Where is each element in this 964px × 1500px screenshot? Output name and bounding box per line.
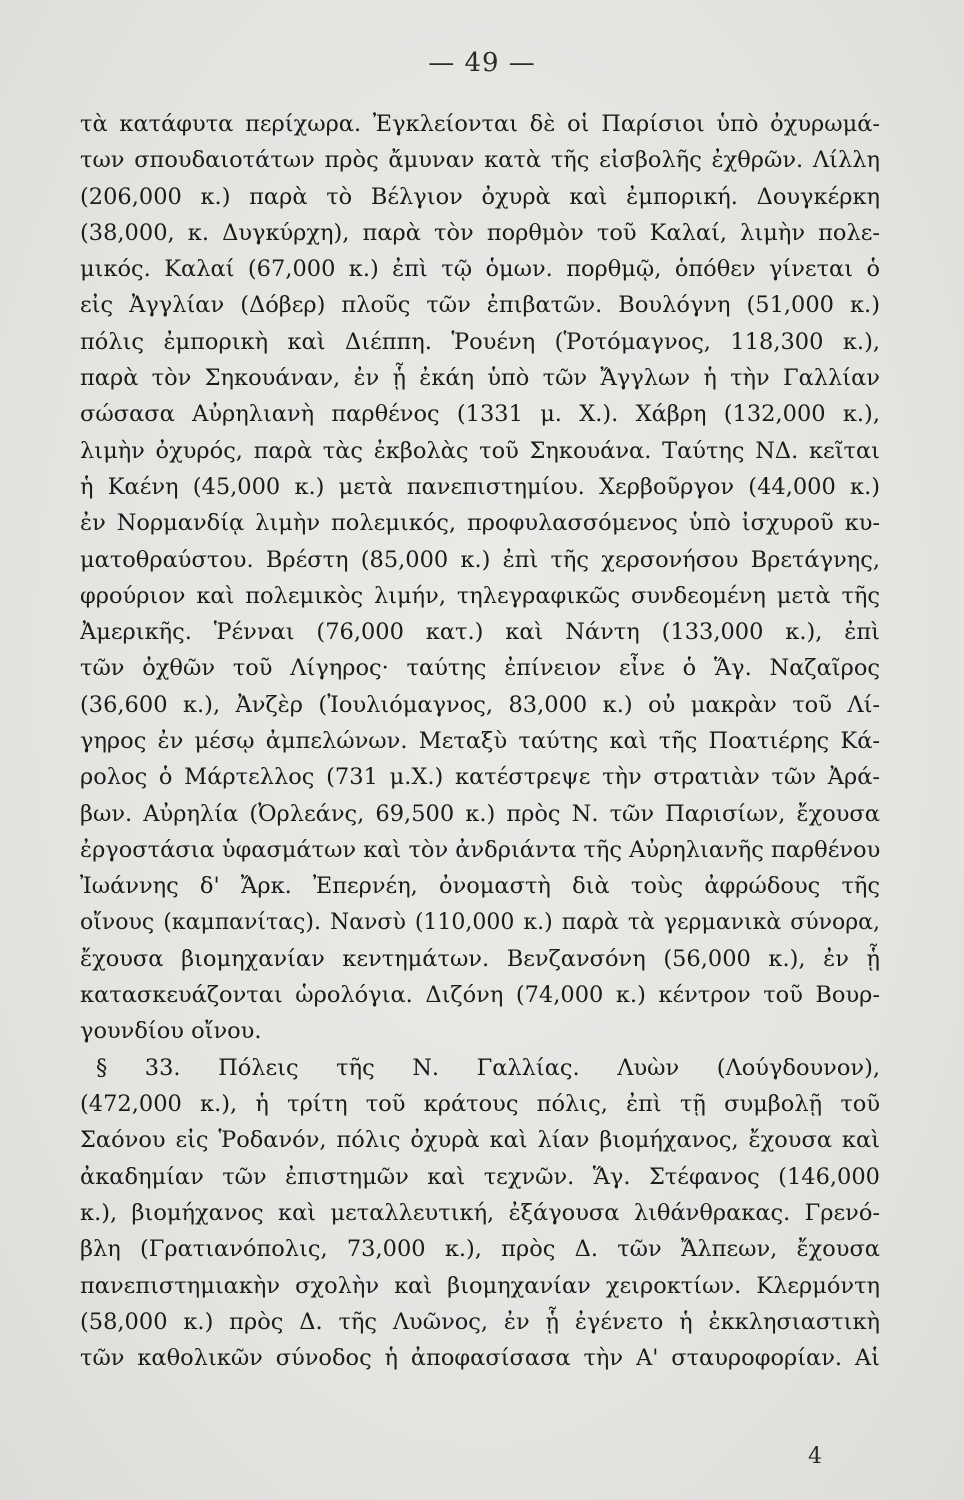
- text-line: πόλις ἐμπορικὴ καὶ Διέππη. Ῥουένη (Ῥοτόμαγνος, 118,300 κ.),: [80, 328, 880, 355]
- text-line: (472,000 κ.), ἡ τρίτη τοῦ κράτους πόλις, ἐπὶ τῇ συμβολῇ τοῦ: [80, 1091, 880, 1118]
- text-line: τῶν καθολικῶν σύνοδος ἡ ἀποφασίσασα τὴν Α' σταυροφορίαν. Αἱ: [80, 1345, 880, 1372]
- text-line: ἐν Νορμανδίᾳ λιμὴν πολεμικός, προφυλασσόμενος ὑπὸ ἰσχυροῦ κυ-: [80, 510, 880, 537]
- text-line: βων. Αὐρηλία (Ὀρλεάνς, 69,500 κ.) πρὸς Ν. τῶν Παρισίων, ἔχουσα: [80, 800, 880, 827]
- text-line: βλη (Γρατιανόπολις, 73,000 κ.), πρὸς Δ. τῶν Ἄλπεων, ἔχουσα: [80, 1236, 880, 1263]
- text-line: ματοθραύστου. Βρέστη (85,000 κ.) ἐπὶ τῆς χερσονήσου Βρετάγνης,: [80, 546, 880, 573]
- text-line: (38,000, κ. Δυγκύρχη), παρὰ τὸν πορθμὸν τοῦ Καλαί, λιμὴν πολε-: [80, 219, 880, 246]
- text-line: πανεπιστημιακὴν σχολὴν καὶ βιομηχανίαν χειροκτίων. Κλερμόντη: [80, 1272, 880, 1299]
- text-line: κ.), βιομήχανος καὶ μεταλλευτική, ἐξάγουσα λιθάνθρακας. Γρενό-: [80, 1199, 880, 1226]
- text-line: (36,600 κ.), Ἀνζὲρ (Ἰουλιόμαγνος, 83,000 κ.) οὐ μακρὰν τοῦ Λί-: [80, 691, 880, 718]
- text-line: ρολος ὁ Μάρτελλος (731 μ.Χ.) κατέστρεψε τὴν στρατιὰν τῶν Ἀρά-: [80, 764, 880, 791]
- text-line: ἐργοστάσια ὑφασμάτων καὶ τὸν ἀνδριάντα τῆς Αὐρηλιανῆς παρθένου: [80, 836, 880, 863]
- text-line: (206,000 κ.) παρὰ τὸ Βέλγιον ὀχυρὰ καὶ ἐμπορική. Δουγκέρκη: [80, 183, 880, 210]
- text-line: μικός. Καλαί (67,000 κ.) ἐπὶ τῷ ὁμων. πορθμῷ, ὁπόθεν γίνεται ὁ: [80, 256, 880, 283]
- text-line: Σαόνου εἰς Ῥοδανόν, πόλις ὀχυρὰ καὶ λίαν βιομήχανος, ἔχουσα καὶ: [80, 1127, 880, 1154]
- text-line: γηρος ἐν μέσῳ ἀμπελώνων. Μεταξὺ ταύτης καὶ τῆς Ποατιέρης Κά-: [80, 728, 880, 755]
- text-line: λιμὴν ὀχυρός, παρὰ τὰς ἐκβολὰς τοῦ Σηκουάνα. Ταύτης ΝΔ. κεῖται: [80, 437, 880, 464]
- body-text: [80, 106, 880, 1376]
- text-line: Ἀμερικῆς. Ῥένναι (76,000 κατ.) καὶ Νάντη (133,000 κ.), ἐπὶ: [80, 619, 880, 646]
- signature-mark: 4: [808, 1444, 822, 1469]
- text-line: ἀκαδημίαν τῶν ἐπιστημῶν καὶ τεχνῶν. Ἅγ. Στέφανος (146,000: [80, 1163, 880, 1190]
- text-line: κατασκευάζονται ὡρολόγια. Διζόνη (74,000 κ.) κέντρον τοῦ Βουρ-: [80, 982, 880, 1009]
- text-line: τὰ κατάφυτα περίχωρα. Ἐγκλείονται δὲ οἱ Παρίσιοι ὑπὸ ὀχυρωμά-: [80, 111, 880, 137]
- text-line: φρούριον καὶ πολεμικὸς λιμήν, τηλεγραφικῶς συνδεομένη μετὰ τῆς: [80, 582, 880, 609]
- text-line: οἴνους (καμπανίτας). Νανσὺ (110,000 κ.) παρὰ τὰ γερμανικὰ σύνορα,: [80, 909, 880, 935]
- text-line: ἡ Καένη (45,000 κ.) μετὰ πανεπιστημίου. Χερβοῦργον (44,000 κ.): [80, 473, 880, 500]
- text-line: ἔχουσα βιομηχανίαν κεντημάτων. Βενζανσόνη (56,000 κ.), ἐν ᾗ: [80, 945, 880, 972]
- text-line: παρὰ τὸν Σηκουάναν, ἐν ᾗ ἐκάη ὑπὸ τῶν Ἄγγλων ἡ τὴν Γαλλίαν: [80, 365, 880, 392]
- text-line: εἰς Ἀγγλίαν (Δόβερ) πλοῦς τῶν ἐπιβατῶν. Βουλόγνη (51,000 κ.): [80, 292, 880, 319]
- text-line: Ἰωάννης δ' Ἄρκ. Ἐπερνέη, ὀνομαστὴ διὰ τοὺς ἀφρώδους τῆς: [80, 873, 880, 900]
- text-line: γουνδίου οἴνου.: [80, 1018, 262, 1045]
- text-line: των σπουδαιοτάτων πρὸς ἄμυναν κατὰ τῆς εἰσβολῆς ἐχθρῶν. Λίλλη: [80, 147, 880, 174]
- section-heading-line: § 33. Πόλεις τῆς Ν. Γαλλίας. Λυὼν (Λούγδουνον),: [96, 1054, 880, 1081]
- text-line: σώσασα Αὐρηλιανὴ παρθένος (1331 μ. Χ.). Χάβρη (132,000 κ.),: [80, 401, 880, 428]
- text-line: τῶν ὀχθῶν τοῦ Λίγηρος· ταύτης ἐπίνειον εἶνε ὁ Ἅγ. Ναζαῖρος: [80, 655, 880, 682]
- page-number: — 49 —: [428, 48, 536, 78]
- text-line: (58,000 κ.) πρὸς Δ. τῆς Λυῶνος, ἐν ᾗ ἐγένετο ἡ ἐκκλησιαστικὴ: [80, 1308, 880, 1335]
